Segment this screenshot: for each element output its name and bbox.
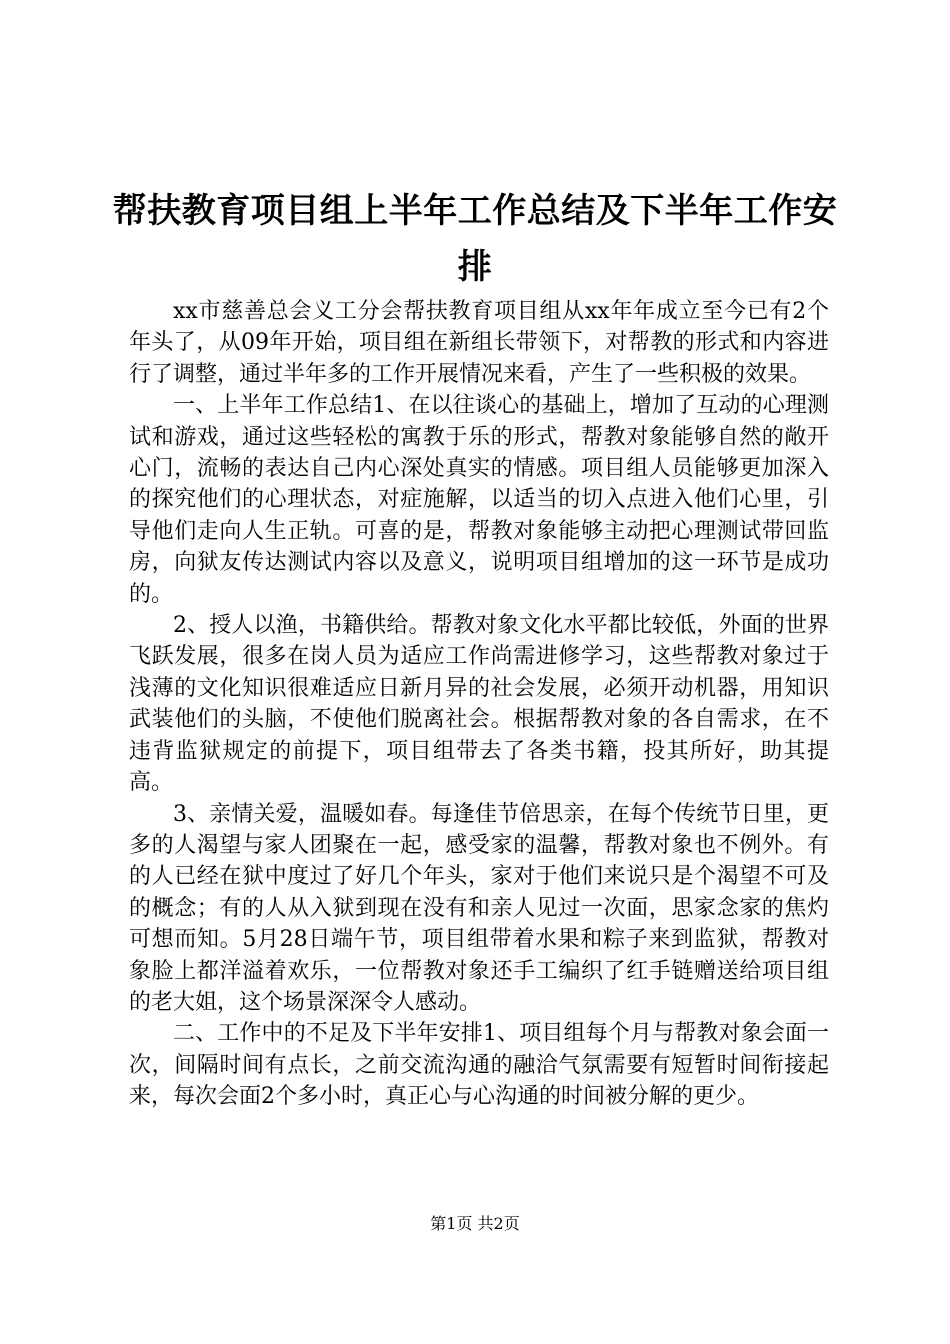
page-footer: 第1页 共2页 <box>430 1214 520 1233</box>
paragraph-intro: xx市慈善总会义工分会帮扶教育项目组从xx年年成立至今已有2个年头了，从09年开始，项目组在新组长带领下，对帮教的形式和内容进行了调整，通过半年多的工作开展情况来看，产生了一些积极的效果。 <box>129 299 829 387</box>
document-body <box>129 296 829 1113</box>
paragraph-plan-1: 二、工作中的不足及下半年安排1、项目组每个月与帮教对象会面一次，间隔时间有点长，之前交流沟通的融洽气氛需要有短暂时间衔接起来，每次会面2个多小时，真正心与心沟通的时间被分解的更少。 <box>129 1021 829 1110</box>
document-title: 帮扶教育项目组上半年工作总结及下半年工作安排 <box>112 190 838 287</box>
paragraph-summary-2: 2、授人以渔，书籍供给。帮教对象文化水平都比较低，外面的世界飞跃发展，很多在岗人员为适应工作尚需进修学习，这些帮教对象过于浅薄的文化知识很难适应日新月异的社会发展，必须开动机器，用知识武装他们的头脑，不使他们脱离社会。根据帮教对象的各自需求，在不违背监狱规定的前提下，项目组带去了各类书籍，投其所好，助其提高。 <box>129 613 829 796</box>
paragraph-summary-3: 3、亲情关爱，温暖如春。每逢佳节倍思亲，在每个传统节日里，更多的人渴望与家人团聚在一起，感受家的温馨，帮教对象也不例外。有的人已经在狱中度过了好几个年头，家对于他们来说只是个渴望不可及的概念；有的人从入狱到现在没有和亲人见过一次面，思家念家的焦灼可想而知。5月28日端午节，项目组带着水果和粽子来到监狱，帮教对象脸上都洋溢着欢乐，一位帮教对象还手工编织了红手链赠送给项目组的老大姐，这个场景深深令人感动。 <box>129 801 829 1015</box>
paragraph-summary-1: 一、上半年工作总结1、在以往谈心的基础上，增加了互动的心理测试和游戏，通过这些轻松的寓教于乐的形式，帮教对象能够自然的敞开心门，流畅的表达自己内心深处真实的情感。项目组人员能够更加深入的探究他们的心理状态，对症施解，以适当的切入点进入他们心里，引导他们走向人生正轨。可喜的是，帮教对象能够主动把心理测试带回监房，向狱友传达测试内容以及意义，说明项目组增加的这一环节是成功的。 <box>129 393 829 607</box>
